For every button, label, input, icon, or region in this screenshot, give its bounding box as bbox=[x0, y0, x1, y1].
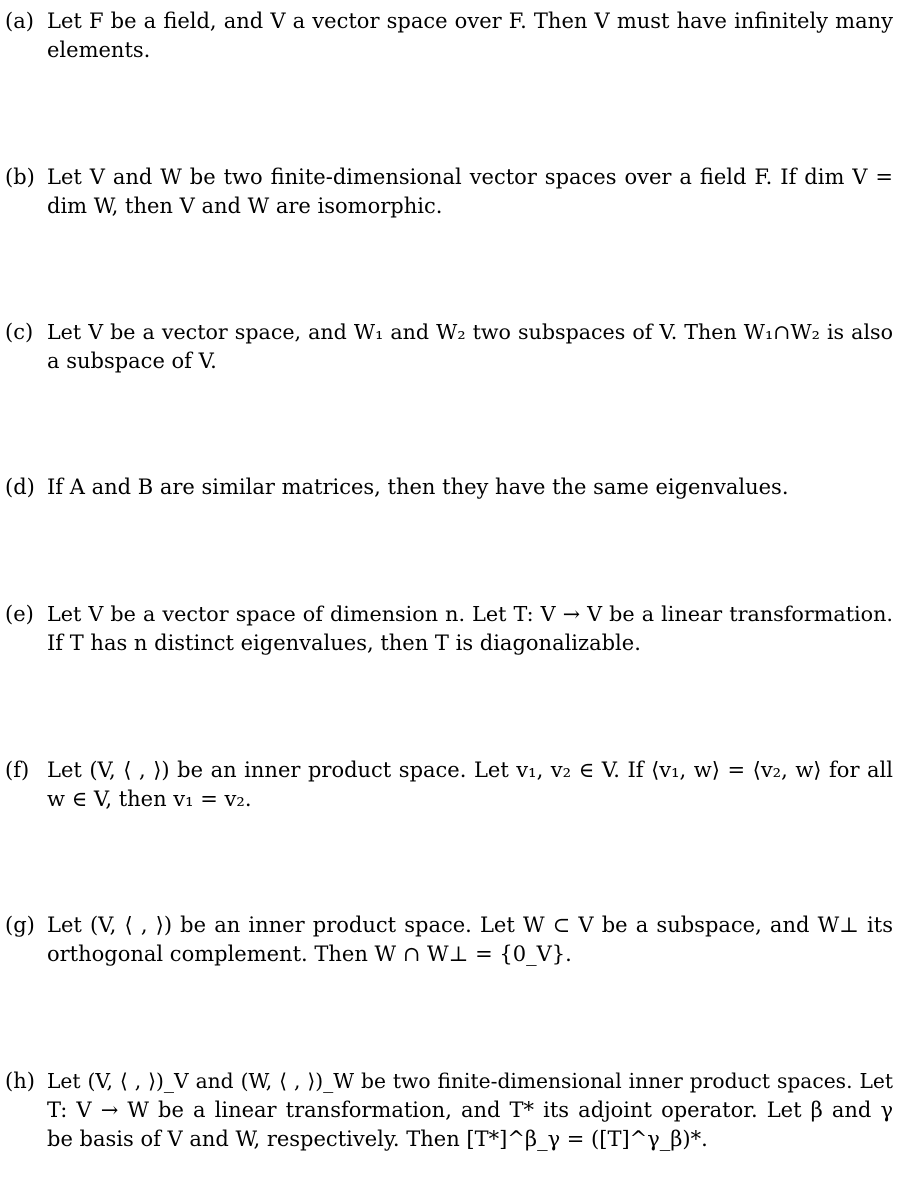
statement-line: T: V → W be a linear transformation, and T* its adjoint operator. Let β and γ bbox=[47, 1098, 893, 1122]
statement-label: (f) bbox=[5, 758, 30, 782]
statement-label: (d) bbox=[5, 475, 35, 499]
statement-label: (c) bbox=[5, 320, 34, 344]
statement-line: Let V and W be two finite-dimensional vector spaces over a field F. If dim V = bbox=[47, 165, 893, 189]
statement-e bbox=[5, 600, 893, 658]
statement-line: orthogonal complement. Then W ∩ W⊥ = {0_V}. bbox=[47, 942, 572, 966]
statement-line: elements. bbox=[47, 38, 151, 62]
statement-line: w ∈ V, then v₁ = v₂. bbox=[47, 787, 252, 811]
statement-b bbox=[5, 163, 893, 221]
statement-c bbox=[5, 318, 893, 376]
statement-f bbox=[5, 756, 893, 814]
statement-label: (b) bbox=[5, 165, 35, 189]
statement-d bbox=[5, 473, 893, 502]
statement-line: dim W, then V and W are isomorphic. bbox=[47, 194, 443, 218]
statement-label: (g) bbox=[5, 913, 35, 937]
statement-line: a subspace of V. bbox=[47, 349, 217, 373]
statement-line: Let V be a vector space of dimension n. Let T: V → V be a linear transformation. bbox=[47, 602, 893, 626]
statement-line: If A and B are similar matrices, then they have the same eigenvalues. bbox=[47, 475, 789, 499]
statement-label: (a) bbox=[5, 9, 34, 33]
statement-line: Let V be a vector space, and W₁ and W₂ two subspaces of V. Then W₁∩W₂ is also bbox=[47, 320, 893, 344]
statement-line: Let (V, ⟨ , ⟩) be an inner product space. Let v₁, v₂ ∈ V. If ⟨v₁, w⟩ = ⟨v₂, w⟩ for all bbox=[47, 758, 893, 782]
statement-line: be basis of V and W, respectively. Then [T*]^β_γ = ([T]^γ_β)*. bbox=[47, 1127, 708, 1151]
statement-label: (e) bbox=[5, 602, 34, 626]
statement-label: (h) bbox=[5, 1069, 35, 1093]
statement-a bbox=[5, 7, 893, 65]
statement-line: Let F be a field, and V a vector space over F. Then V must have infinitely many bbox=[47, 9, 893, 33]
statement-line: If T has n distinct eigenvalues, then T is diagonalizable. bbox=[47, 631, 641, 655]
statement-g bbox=[5, 911, 893, 969]
statement-line: Let (V, ⟨ , ⟩) be an inner product space. Let W ⊂ V be a subspace, and W⊥ its bbox=[47, 913, 893, 937]
statement-line: Let (V, ⟨ , ⟩)_V and (W, ⟨ , ⟩)_W be two finite-dimensional inner product spaces. Let bbox=[47, 1069, 893, 1093]
statement-h bbox=[5, 1067, 893, 1154]
